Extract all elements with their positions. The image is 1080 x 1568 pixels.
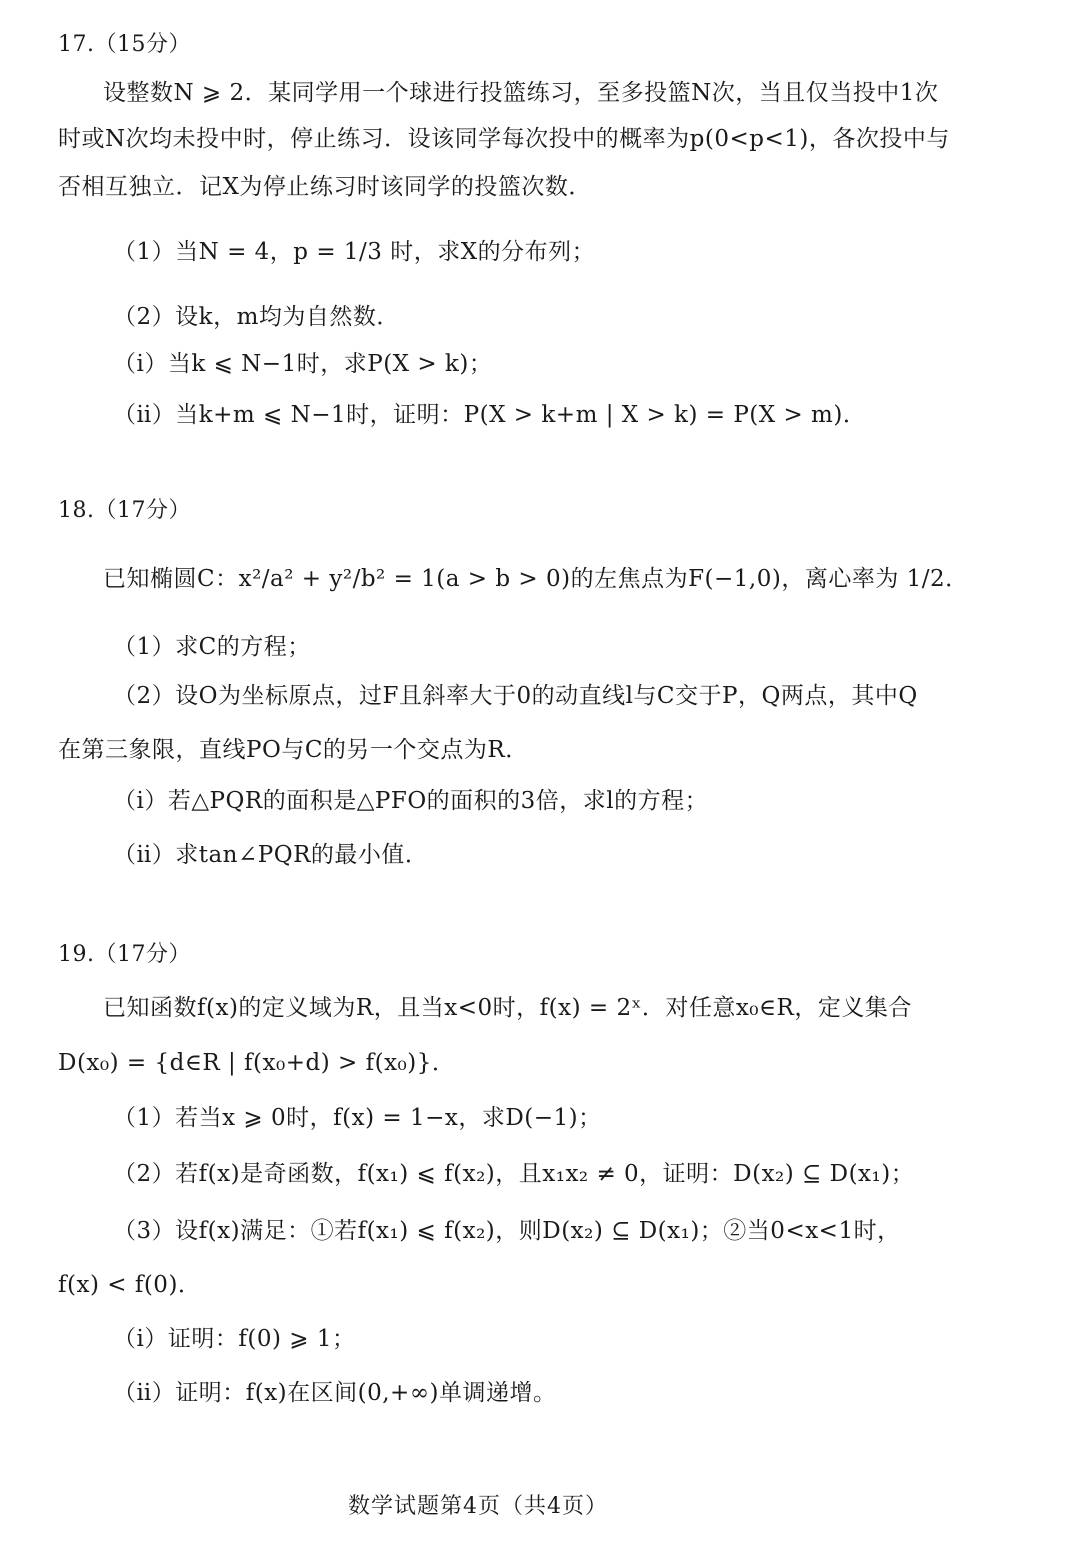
q17-part-2: （2）设k，m均为自然数． — [113, 304, 400, 330]
q19-part-2: （2）若f(x)是奇函数，f(x₁) ⩽ f(x₂)，且x₁x₂ ≠ 0，证明：D(x₂) ⊆ D(x₁)； — [113, 1161, 915, 1187]
q17-heading: 17.（15分） — [58, 32, 191, 57]
q17-stem-line-2: 时或N次均未投中时，停止练习．设该同学每次投中的概率为p(0<p<1)，各次投中与 — [58, 126, 950, 152]
q19-part-3-i: （ⅰ）证明：f(0) ⩾ 1； — [113, 1326, 356, 1352]
q19-part-3-ii: （ⅱ）证明：f(x)在区间(0,+∞)单调递增。 — [113, 1380, 557, 1406]
page-footer: 数学试题第4页（共4页） — [348, 1494, 608, 1519]
q18-part-2-i: （ⅰ）若△PQR的面积是△PFO的面积的3倍，求l的方程； — [113, 788, 709, 814]
q17-part-2-ii: （ⅱ）当k+m ⩽ N−1时，证明：P(X > k+m | X > k) = P(X > m)． — [113, 402, 867, 428]
q18-part-2-ii: （ⅱ）求tan∠PQR的最小值． — [113, 842, 429, 868]
q18-part-1: （1）求C的方程； — [113, 634, 311, 660]
q19-stem-line-2: D(x₀) = {d∈R | f(x₀+d) > f(x₀)}． — [58, 1050, 456, 1076]
q17-stem-line-3: 否相互独立．记X为停止练习时该同学的投篮次数． — [58, 174, 592, 200]
q19-heading: 19.（17分） — [58, 942, 191, 967]
q19-part-3-line-2: f(x) < f(0)． — [58, 1272, 202, 1298]
q17-part-2-i: （ⅰ）当k ⩽ N−1时，求P(X > k)； — [113, 351, 493, 377]
q17-stem-line-1: 设整数N ⩾ 2．某同学用一个球进行投篮练习，至多投篮N次，当且仅当投中1次 — [103, 80, 939, 106]
q18-stem-line-1: 已知椭圆C：x²/a² + y²/b² = 1(a > b > 0)的左焦点为F(−1,0)，离心率为 1/2． — [103, 566, 969, 592]
q19-part-3-line-1: （3）设f(x)满足：①若f(x₁) ⩽ f(x₂)，则D(x₂) ⊆ D(x₁)；②当0<x<1时， — [113, 1218, 901, 1244]
q18-heading: 18.（17分） — [58, 498, 191, 523]
q18-part-2-line-1: （2）设O为坐标原点，过F且斜率大于0的动直线l与C交于P，Q两点，其中Q — [113, 683, 918, 709]
q19-part-1: （1）若当x ⩾ 0时，f(x) = 1−x，求D(−1)； — [113, 1105, 602, 1131]
q17-part-1: （1）当N = 4，p = 1/3 时，求X的分布列； — [113, 239, 596, 265]
q18-part-2-line-2: 在第三象限，直线PO与C的另一个交点为R． — [58, 737, 529, 763]
q19-stem-line-1: 已知函数f(x)的定义域为R，且当x<0时，f(x) = 2ˣ．对任意x₀∈R，定义集合 — [103, 995, 912, 1021]
